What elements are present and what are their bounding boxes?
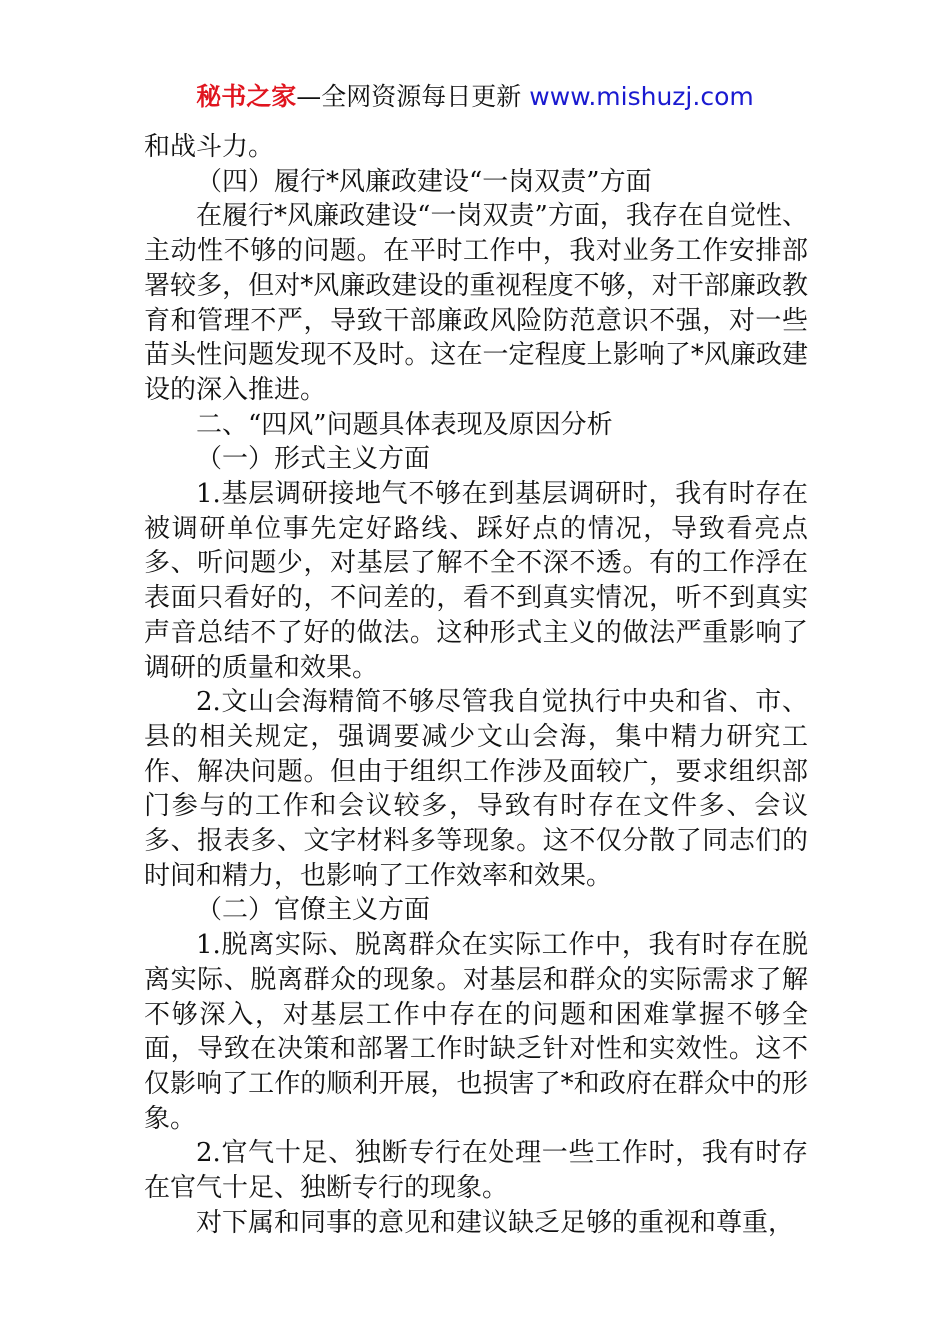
site-brand: 秘书之家 xyxy=(196,82,297,111)
paragraph: 2.官气十足、独断专行在处理一些工作时，我有时存在官气十足、独断专行的现象。 xyxy=(144,1138,808,1204)
paragraph: 在履行*风廉政建设“一岗双责”方面，我存在自觉性、主动性不够的问题。在平时工作中，我对业务工作安排部署较多，但对*风廉政建设的重视程度不够，对干部廉政教育和管理不严，导致干部廉政风险防范意识不强，对一些苗头性问题发现不及时。这在一定程度上影响了*风廉政建设的深入推进。 xyxy=(144,201,808,405)
document-body xyxy=(144,130,808,1241)
paragraph: 1.脱离实际、脱离群众在实际工作中，我有时存在脱离实际、脱离群众的现象。对基层和群众的实际需求了解不够深入，对基层工作中存在的问题和困难掌握不够全面，导致在决策和部署工作时缺乏针对性和实效性。这不仅影响了工作的顺利开展，也损害了*和政府在群众中的形象。 xyxy=(144,930,808,1134)
document-header xyxy=(0,80,950,114)
section-heading-4: （四）履行*风廉政建设“一岗双责”方面 xyxy=(196,166,652,197)
section-heading-1: （一）形式主义方面 xyxy=(196,444,431,475)
site-url: www.mishuzj.com xyxy=(529,82,754,111)
chapter-heading-2: 二、“四风”问题具体表现及原因分析 xyxy=(196,409,613,440)
section-heading-2: （二）官僚主义方面 xyxy=(196,895,431,926)
paragraph: 2.文山会海精简不够尽管我自觉执行中央和省、市、县的相关规定，强调要减少文山会海，集中精力研究工作、解决问题。但由于组织工作涉及面较广，要求组织部门参与的工作和会议较多，导致有时存在文件多、会议多、报表多、文字材料多等现象。这不仅分散了同志们的时间和精力，也影响了工作效率和效果。 xyxy=(144,687,808,891)
paragraph: 1.基层调研接地气不够在到基层调研时，我有时存在被调研单位事先定好路线、踩好点的情况，导致看亮点多、听问题少，对基层了解不全不深不透。有的工作浮在表面只看好的，不问差的，看不到真实情况，听不到真实声音总结不了好的做法。这种形式主义的做法严重影响了调研的质量和效果。 xyxy=(144,479,808,683)
site-tagline: —全网资源每日更新 xyxy=(296,82,522,111)
paragraph-continuation: 和战斗力。 xyxy=(144,132,275,162)
paragraph: 对下属和同事的意见和建议缺乏足够的重视和尊重， xyxy=(196,1207,795,1238)
